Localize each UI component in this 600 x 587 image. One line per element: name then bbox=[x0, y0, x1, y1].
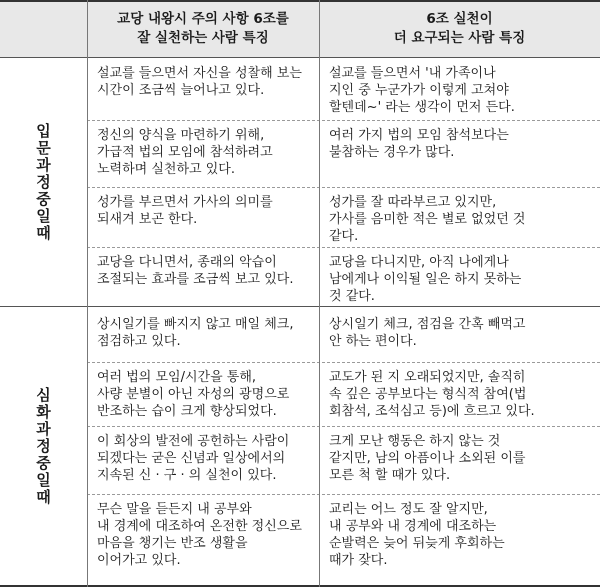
right-cell: 교도가 된 지 오래되었지만, 솔직히 속 깊은 공부보다는 형식적 참여(법 회참석, 조석심고 등)에 흐르고 있다. bbox=[329, 370, 535, 419]
right-cell: 여러 가지 법의 모임 참석보다는 불참하는 경우가 많다. bbox=[329, 128, 509, 160]
section-label-text: 입문과정 중일때 bbox=[36, 121, 56, 242]
left-cell: 교당을 다니면서, 종래의 악습이 조절되는 효과를 조금씩 보고 있다. bbox=[97, 255, 294, 287]
header-col-needs-practice: 6조 실천이 더 요구되는 사람 특징 bbox=[319, 0, 600, 58]
row-divider bbox=[87, 187, 600, 188]
row-divider bbox=[87, 426, 600, 427]
right-cell: 성가를 잘 따라부르고 있지만, 가사를 음미한 적은 별로 없었던 것 같다. bbox=[329, 195, 526, 244]
right-cell: 크게 모난 행동은 하지 않는 것 같지만, 남의 아픔이나 소외된 이를 모른 척 할 때가 있다. bbox=[329, 434, 526, 483]
section-divider bbox=[0, 306, 600, 307]
table-top-border bbox=[0, 0, 600, 2]
left-cell: 성가를 부르면서 가사의 의미를 되새겨 보곤 한다. bbox=[97, 195, 273, 227]
left-cell: 무슨 말을 듣든지 내 공부와 내 경계에 대조하여 온전한 정신으로 마음을 챙기는 반조 생활을 이어가고 있다. bbox=[97, 502, 302, 568]
label-column-divider bbox=[87, 0, 88, 587]
header-bottom-border bbox=[0, 57, 600, 58]
row-divider bbox=[87, 494, 600, 495]
right-cell: 교당을 다니지만, 아직 나에게나 남에게나 이익될 일은 하지 못하는 것 같다. bbox=[329, 255, 522, 304]
section-label-advanced bbox=[0, 306, 87, 587]
left-cell: 정신의 양식을 마련하기 위해, 가급적 법의 모임에 참석하려고 노력하며 실천하고 있다. bbox=[97, 128, 273, 177]
section-label-text: 심화과정 중일때 bbox=[36, 386, 56, 506]
left-cell: 상시일기를 빠지지 않고 매일 체크, 점검하고 있다. bbox=[97, 317, 294, 349]
header-corner bbox=[0, 0, 87, 58]
left-cell: 이 회상의 발전에 공헌하는 사람이 되겠다는 굳은 신념과 일상에서의 지속된 신 · 구 · 의 실천이 있다. bbox=[97, 434, 290, 483]
row-divider bbox=[87, 362, 600, 363]
section-label-intro bbox=[0, 58, 87, 306]
left-cell: 설교를 들으면서 자신을 성찰해 보는 시간이 조금씩 늘어나고 있다. bbox=[97, 66, 302, 98]
row-divider bbox=[87, 247, 600, 248]
center-column-divider bbox=[319, 0, 320, 587]
header-col-practicing: 교당 내왕시 주의 사항 6조를 잘 실천하는 사람 특징 bbox=[87, 0, 319, 58]
left-cell: 여러 법의 모임/시간을 통해, 사량 분별이 아닌 자성의 광명으로 반조하는 습이 크게 향상되었다. bbox=[97, 370, 290, 419]
row-divider bbox=[87, 120, 600, 121]
right-cell: 교리는 어느 정도 잘 알지만, 내 공부와 내 경계에 대조하는 순발력은 늦어 뒤늦게 후회하는 때가 잦다. bbox=[329, 502, 505, 568]
right-cell: 설교를 들으면서 '내 가족이나 지인 중 누군가가 이렇게 고쳐야 할텐데~' 라는 생각이 먼저 든다. bbox=[329, 66, 515, 115]
right-cell: 상시일기 체크, 점검을 간혹 빼먹고 안 하는 편이다. bbox=[329, 317, 526, 349]
